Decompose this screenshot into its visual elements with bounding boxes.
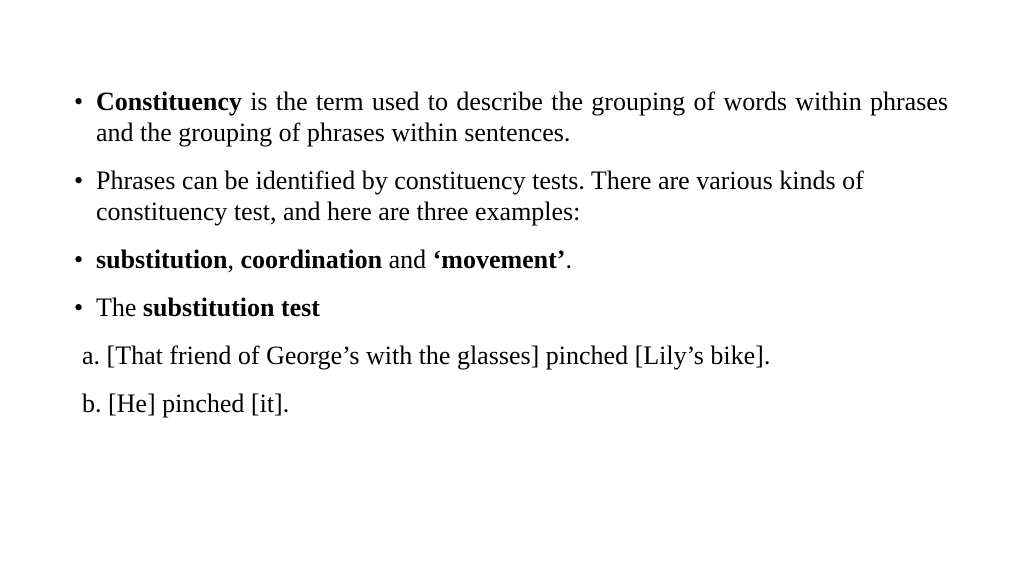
definition-text: is the term used to describe the grouping of words within phrases and the grouping of phrases within sentences. [96,87,948,147]
term-movement: ‘movement’ [432,245,566,274]
term-substitution-test: substitution test [142,293,320,322]
substitution-lead: The [96,293,143,322]
term-constituency: Constituency [96,87,242,116]
bullet-constituency-tests [74,165,948,227]
bullet-test-list [74,244,948,275]
example-b: b. [He] pinched [it]. [82,389,290,418]
example-a: a. [That friend of George’s with the glasses] pinched [Lily’s bike]. [82,341,771,370]
bullet-constituency-definition [74,86,948,148]
list-end: . [565,245,572,274]
bullet-marker: • [74,166,84,195]
bullet-marker: • [74,293,84,322]
bullet-marker: • [74,87,84,116]
bullet-substitution-test [74,292,948,323]
slide-content [74,86,948,436]
separator: , [227,245,241,274]
bullet-marker: • [74,245,84,274]
term-substitution: substitution [96,245,228,274]
separator: and [382,245,433,274]
term-coordination: coordination [240,245,383,274]
tests-text: Phrases can be identified by constituency tests. There are various kinds of constituency test, and here are three examples: [96,166,864,226]
